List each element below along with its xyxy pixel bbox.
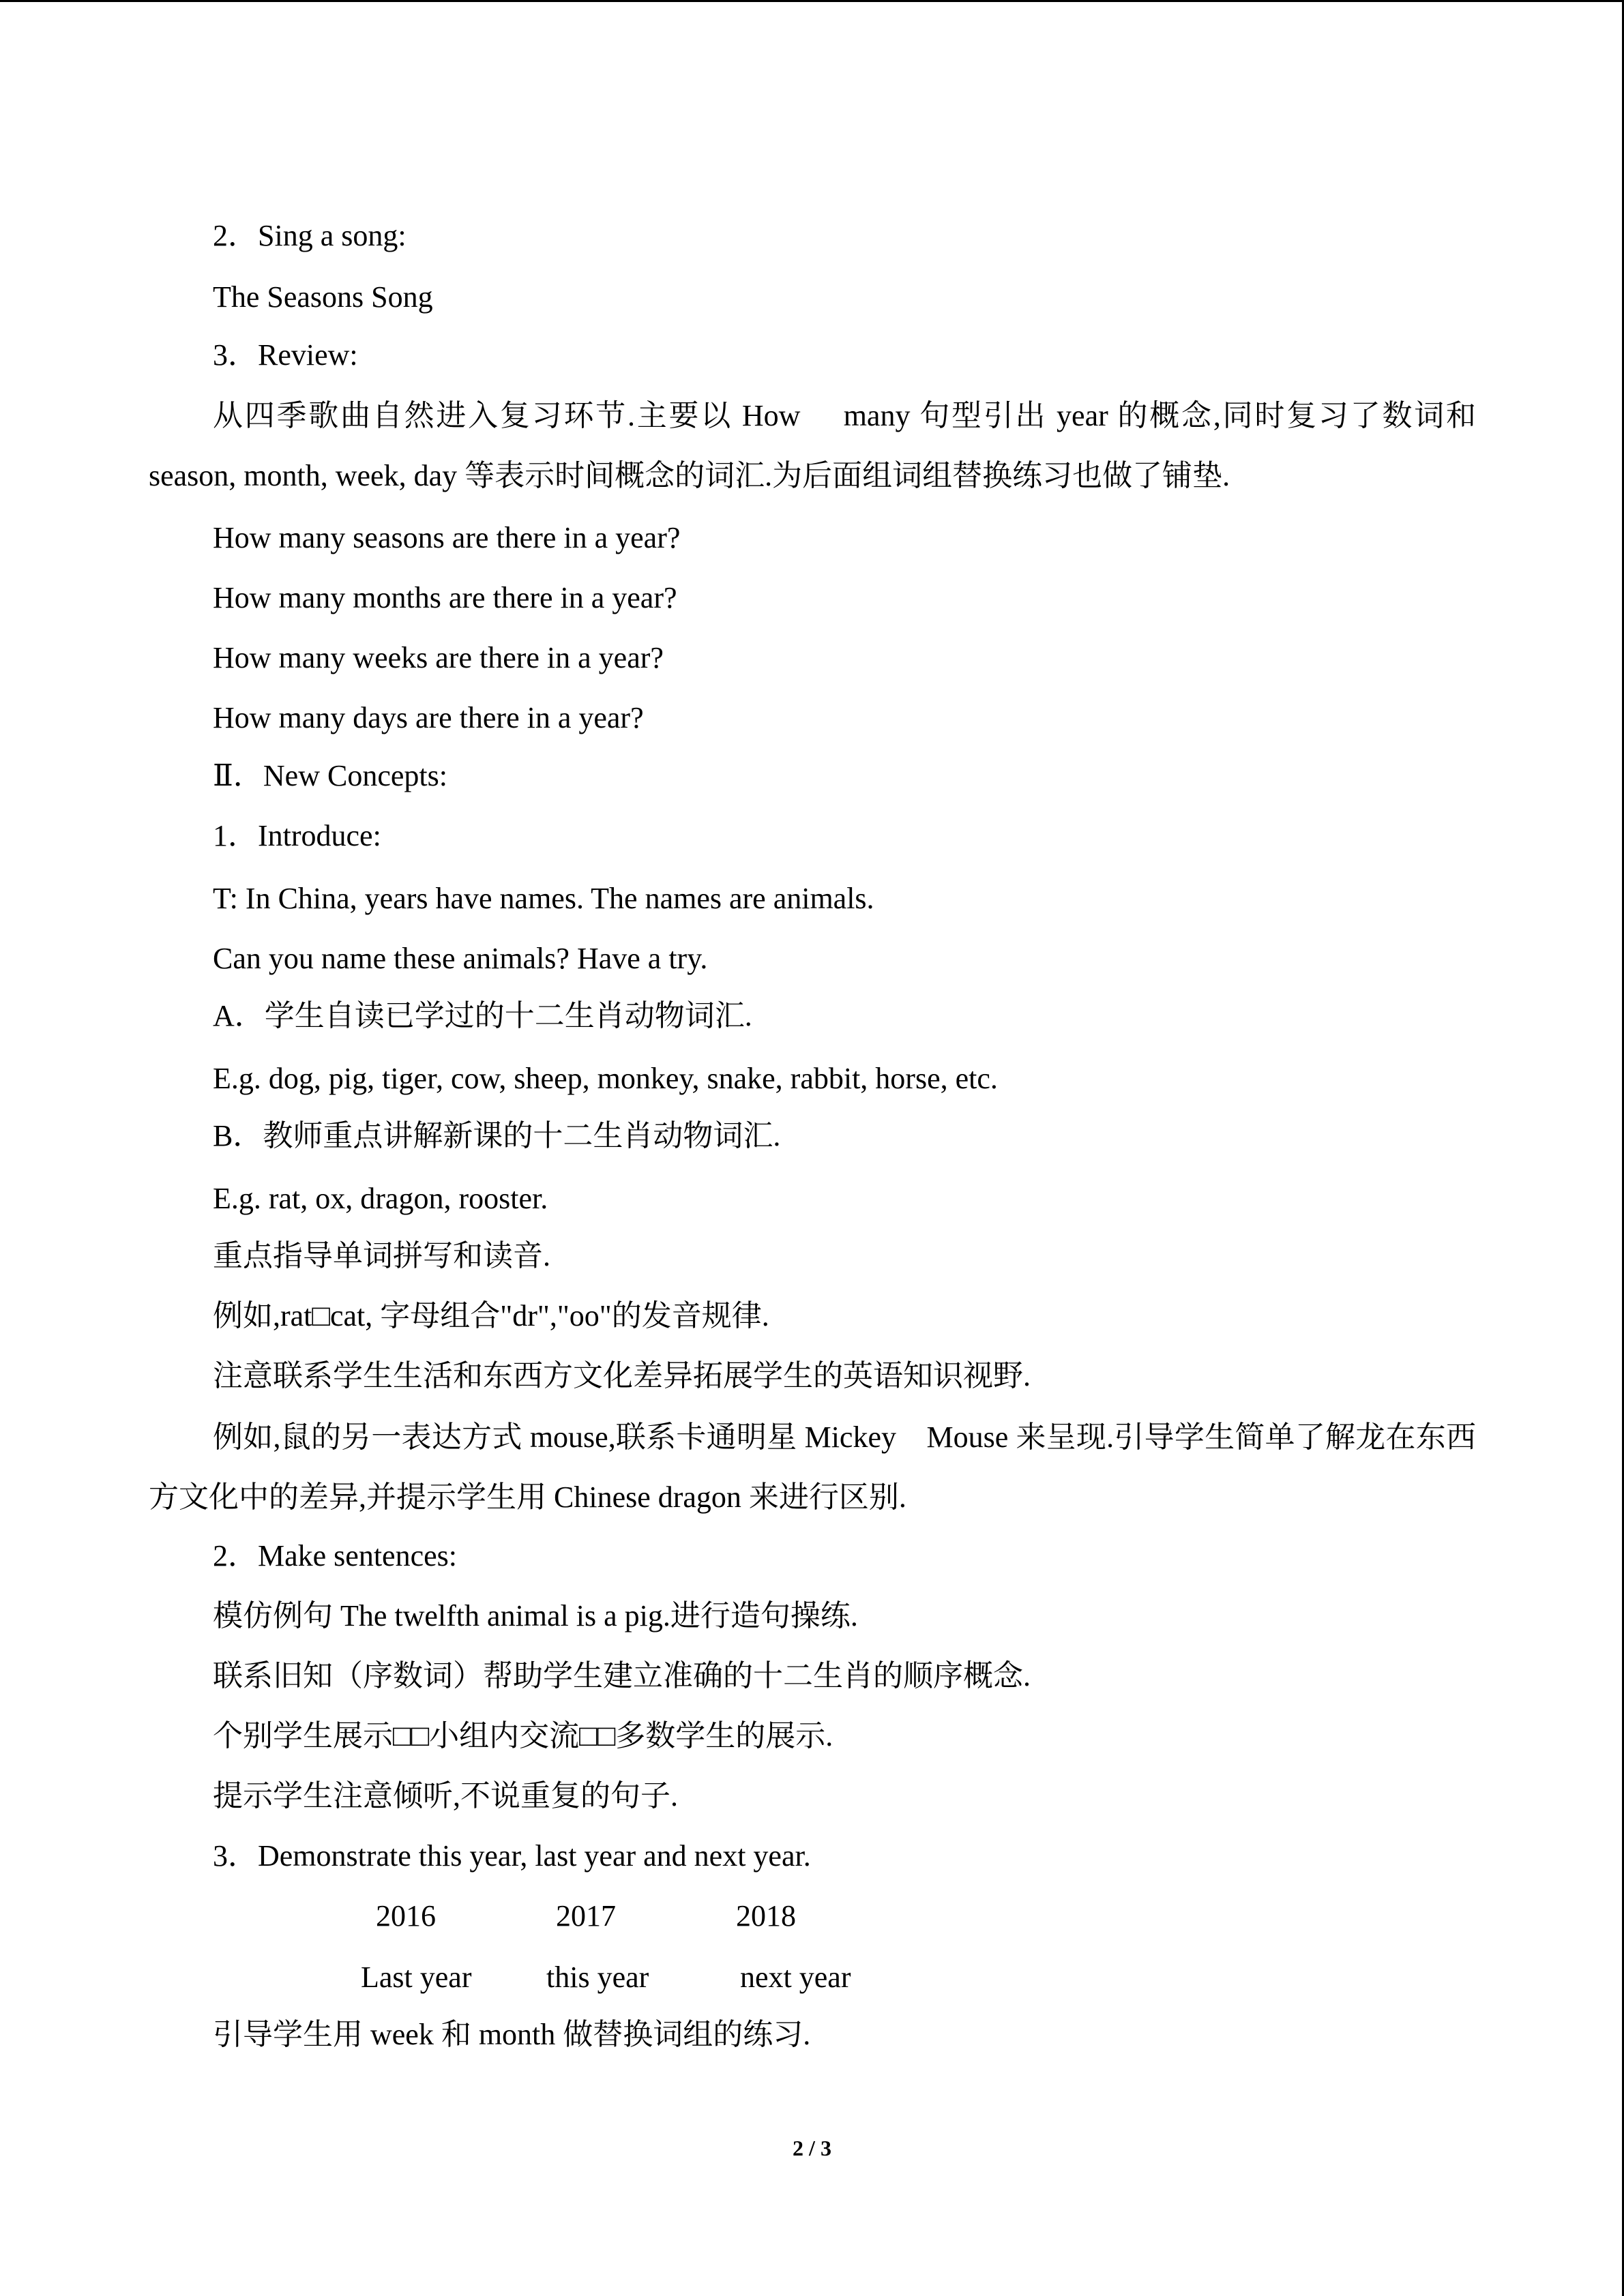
- question-weeks: How many weeks are there in a year?: [213, 641, 664, 674]
- year-2016: 2016: [376, 1899, 436, 1933]
- section-introduce: 1．Introduce:: [213, 819, 381, 852]
- teacher-line: T: In China, years have names. The names are animals.: [213, 882, 874, 915]
- listening-note: 提示学生注意倾听,不说重复的句子.: [213, 1779, 678, 1813]
- label-last-year: Last year: [361, 1960, 472, 1994]
- song-title: The Seasons Song: [213, 280, 433, 314]
- question-seasons: How many seasons are there in a year?: [213, 521, 681, 554]
- presentation-note: 个别学生展示□□小组内交流□□多数学生的展示.: [213, 1719, 833, 1753]
- year-2017: 2017: [556, 1899, 616, 1933]
- label-next-year: next year: [740, 1960, 851, 1994]
- year-2018: 2018: [736, 1899, 796, 1933]
- culture-paragraph: 例如,鼠的另一表达方式 mouse,联系卡通明星 Mickey Mouse 来呈现.引导学生简单了解龙在东西方文化中的差异,并提示学生用 Chinese dragon 来进行区别.: [149, 1420, 1476, 1514]
- question-months: How many months are there in a year?: [213, 581, 677, 614]
- top-border: [0, 0, 1624, 2]
- step-a: A．学生自读已学过的十二生肖动物词汇.: [213, 999, 752, 1032]
- section-new-concepts: Ⅱ．New Concepts:: [213, 759, 447, 792]
- step-b: B．教师重点讲解新课的十二生肖动物词汇.: [213, 1119, 781, 1152]
- section-demonstrate: 3．Demonstrate this year, last year and next year.: [213, 1839, 811, 1873]
- label-this-year: this year: [546, 1960, 649, 1994]
- sentence-practice: 模仿例句 The twelfth animal is a pig.进行造句操练.: [213, 1599, 858, 1632]
- pronunciation-example: 例如,rat□cat, 字母组合"dr","oo"的发音规律.: [213, 1299, 769, 1332]
- example-known-animals: E.g. dog, pig, tiger, cow, sheep, monkey, snake, rabbit, horse, etc.: [213, 1062, 998, 1095]
- prompt-line: Can you name these animals? Have a try.: [213, 942, 708, 975]
- section-sing-a-song: 2．Sing a song:: [213, 219, 407, 252]
- section-make-sentences: 2．Make sentences:: [213, 1539, 457, 1572]
- example-new-animals: E.g. rat, ox, dragon, rooster.: [213, 1182, 548, 1215]
- culture-note: 注意联系学生生活和东西方文化差异拓展学生的英语知识视野.: [213, 1359, 1031, 1392]
- spelling-note: 重点指导单词拼写和读音.: [213, 1239, 550, 1272]
- review-paragraph: 从四季歌曲自然进入复习环节.主要以 How many 句型引出 year 的概念,同时复习了数词和 season, month, week, day 等表示时间概念的词汇.为后面组词组替换练习也做了铺垫.: [149, 399, 1476, 492]
- question-days: How many days are there in a year?: [213, 701, 644, 734]
- ordinal-note: 联系旧知（序数词）帮助学生建立准确的十二生肖的顺序概念.: [213, 1659, 1031, 1693]
- substitution-note: 引导学生用 week 和 month 做替换词组的练习.: [213, 2018, 811, 2051]
- page-number: 2 / 3: [793, 2136, 831, 2160]
- section-review: 3．Review:: [213, 338, 358, 372]
